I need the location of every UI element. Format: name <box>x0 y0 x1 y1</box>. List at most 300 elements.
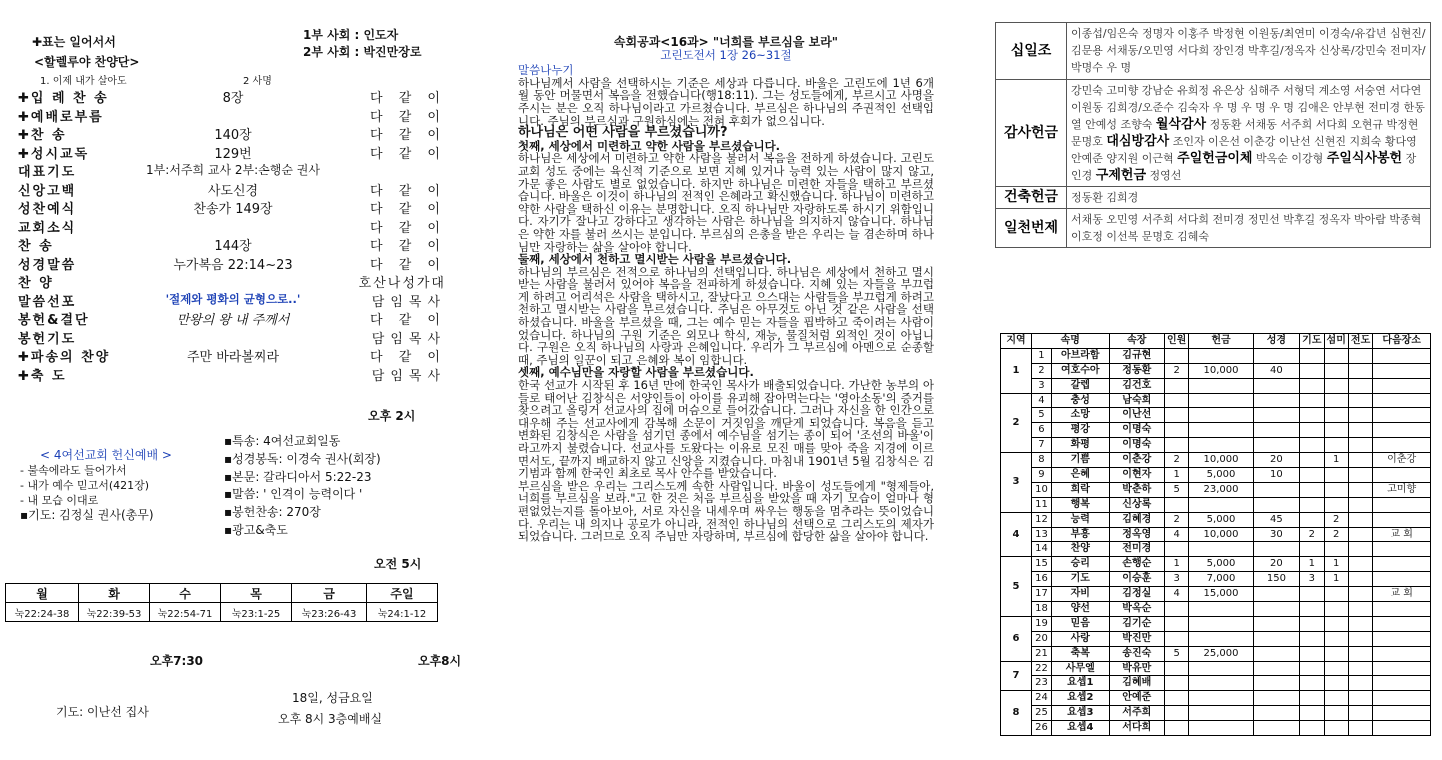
cell-pray <box>1300 706 1324 721</box>
cell-serve <box>1324 378 1348 393</box>
cell-leader: 서주희 <box>1109 706 1164 721</box>
order-item-detail: 찬송가 149장 <box>193 202 273 217</box>
order-item-leader: 담임목사 <box>371 368 446 384</box>
cell-money <box>1189 542 1253 557</box>
cell-leader: 신상록 <box>1109 497 1164 512</box>
cell-evan <box>1348 631 1372 646</box>
cell-leader: 김규현 <box>1109 348 1164 363</box>
special-item: ▪성경봉독: 이경숙 권사(회장) <box>224 451 381 466</box>
cell-pray <box>1300 602 1324 617</box>
order-item-label: 봉헌&결단 <box>18 313 90 328</box>
column-header: 인원 <box>1164 334 1188 349</box>
cell-pray <box>1300 691 1324 706</box>
cell-bible <box>1253 482 1300 497</box>
cell-cnt: 4 <box>1164 587 1188 602</box>
order-item-label: ✚입 례 찬 송 <box>18 91 109 106</box>
cell-no: 11 <box>1032 497 1052 512</box>
cell-next <box>1373 572 1431 587</box>
cell-name: 요셉3 <box>1051 706 1109 721</box>
cell-serve <box>1324 661 1348 676</box>
cell-cnt <box>1164 721 1188 736</box>
cell-pray <box>1300 542 1324 557</box>
cell-name: 축복 <box>1051 646 1109 661</box>
table-row <box>1001 348 1431 363</box>
order-row <box>18 328 448 347</box>
am5-label: 오전 5시 <box>374 557 422 571</box>
cell-next: 이춘강 <box>1373 453 1431 468</box>
reading-cell: 눅22:39-53 <box>79 603 150 622</box>
cell-serve <box>1324 721 1348 736</box>
cell-no: 4 <box>1032 393 1052 408</box>
cell-evan <box>1348 497 1372 512</box>
reading-cell: 눅23:1-25 <box>221 603 292 622</box>
cell-evan <box>1348 661 1372 676</box>
cell-pray <box>1300 631 1324 646</box>
cell-no: 1 <box>1032 348 1052 363</box>
column-header: 속명 <box>1032 334 1110 349</box>
order-row <box>18 309 448 328</box>
cell-cnt <box>1164 661 1188 676</box>
cell-name: 사랑 <box>1051 631 1109 646</box>
weekly-reading-table <box>5 583 438 622</box>
order-row <box>18 87 448 106</box>
offering-subcategory: 대심방감사 <box>1106 134 1170 149</box>
cell-serve <box>1324 497 1348 512</box>
order-item-leader: 담임목사 <box>371 294 446 310</box>
order-row <box>18 217 448 236</box>
special-list <box>224 433 381 540</box>
order-item-detail: 140장 <box>214 128 252 143</box>
cell-name: 행복 <box>1051 497 1109 512</box>
order-item-label: ✚예배로부름 <box>18 109 104 125</box>
cell-money <box>1189 721 1253 736</box>
cell-no: 21 <box>1032 646 1052 661</box>
table-row <box>1001 572 1431 587</box>
cell-leader: 이춘강 <box>1109 453 1164 468</box>
table-row <box>1001 676 1431 691</box>
cell-name: 여호수아 <box>1051 363 1109 378</box>
offering-names-thanks <box>1067 80 1431 187</box>
cell-next <box>1373 616 1431 631</box>
offering-names: 정영선 <box>1149 169 1182 182</box>
table-row <box>1001 721 1431 736</box>
cell-serve <box>1324 691 1348 706</box>
cell-next <box>1373 721 1431 736</box>
reading-cell: 눅24:1-12 <box>367 603 438 622</box>
order-row <box>18 365 448 384</box>
cell-name: 소망 <box>1051 408 1109 423</box>
cell-evan <box>1348 453 1372 468</box>
cell-bible <box>1253 661 1300 676</box>
cell-cnt <box>1164 691 1188 706</box>
bottom-prayer: 기도: 이난선 집사 <box>56 705 149 719</box>
paragraph: 부르심을 받은 우리는 그리스도께 속한 사람입니다. 바울이 성도들에게 "형제들아, 너희를 부르심을 보라."고 한 것은 처음 부르심을 받았을 때 자기 모습이 얼마나 형편없었는지를 돌아보아, 서로 자신을 내세우며 싸우는 행동을 멈추라는 뜻이었습니다. 우리는 내 의지나 공로가 아니라, 전적인 하나님의 선택으로 그리스도의 제자가 되었습니다. 그러므로 오직 주님만 자랑하며, 부르심에 합당한 삶을 살아야 합니다. <box>518 478 934 544</box>
intro-label: 말씀나누기 <box>518 63 574 78</box>
cell-no: 5 <box>1032 408 1052 423</box>
host-second: 2부 사회 : 박진만장로 <box>303 45 422 59</box>
area-cell: 1 <box>1001 348 1032 393</box>
cell-evan <box>1348 348 1372 363</box>
cell-bible: 20 <box>1253 453 1300 468</box>
cell-serve <box>1324 616 1348 631</box>
cell-bible <box>1253 646 1300 661</box>
cell-leader: 김기순 <box>1109 616 1164 631</box>
worship-order <box>18 87 448 383</box>
order-row <box>18 106 448 125</box>
song-line-label: 1. 이제 내가 살아도 <box>40 76 127 87</box>
cell-evan <box>1348 676 1372 691</box>
day-header: 목 <box>221 584 292 603</box>
cell-evan <box>1348 423 1372 438</box>
table-row <box>1001 438 1431 453</box>
offering-row <box>996 80 1431 187</box>
pm730-label: 오후7:30 <box>150 654 204 668</box>
cell-pray <box>1300 423 1324 438</box>
cell-cnt <box>1164 348 1188 363</box>
cell-serve <box>1324 363 1348 378</box>
offering-row <box>996 209 1431 248</box>
cell-cnt <box>1164 378 1188 393</box>
cell-serve <box>1324 468 1348 483</box>
cell-pray <box>1300 453 1324 468</box>
cell-no: 6 <box>1032 423 1052 438</box>
cell-no: 13 <box>1032 527 1052 542</box>
cell-bible <box>1253 438 1300 453</box>
cell-name: 양선 <box>1051 602 1109 617</box>
cell-next: 교 회 <box>1373 587 1431 602</box>
cell-next: 교 회 <box>1373 527 1431 542</box>
cell-serve <box>1324 438 1348 453</box>
area-cell: 7 <box>1001 661 1032 691</box>
cell-serve <box>1324 602 1348 617</box>
cell-cnt <box>1164 393 1188 408</box>
cell-leader: 이승훈 <box>1109 572 1164 587</box>
cell-pray <box>1300 468 1324 483</box>
day-header: 금 <box>292 584 367 603</box>
table-row <box>1001 706 1431 721</box>
cell-serve <box>1324 408 1348 423</box>
special-item: ▪광고&축도 <box>224 522 288 537</box>
column-header: 지역 <box>1001 334 1032 349</box>
cell-name: 찬양 <box>1051 542 1109 557</box>
cell-money <box>1189 616 1253 631</box>
service-line-1: 18일, 성금요일 <box>292 691 373 705</box>
area-cell: 6 <box>1001 616 1032 661</box>
cell-leader: 김정실 <box>1109 587 1164 602</box>
cell-evan <box>1348 408 1372 423</box>
cell-no: 9 <box>1032 468 1052 483</box>
day-header: 주일 <box>367 584 438 603</box>
order-row <box>18 235 448 254</box>
cell-bible <box>1253 348 1300 363</box>
cell-pray <box>1300 676 1324 691</box>
column-header: 성경 <box>1253 334 1300 349</box>
offering-subcategory: 주일식사봉헌 <box>1326 151 1403 166</box>
table-header-row <box>1001 334 1431 349</box>
table-row <box>1001 408 1431 423</box>
cell-money: 23,000 <box>1189 482 1253 497</box>
cell-pray <box>1300 482 1324 497</box>
order-item-label: 찬 양 <box>18 276 54 291</box>
cell-evan <box>1348 572 1372 587</box>
cell-money <box>1189 438 1253 453</box>
order-item-leader: 다 같 이 <box>370 220 446 236</box>
cell-no: 3 <box>1032 378 1052 393</box>
lesson-article <box>518 36 934 543</box>
order-item-label: ✚파송의 찬양 <box>18 350 111 365</box>
paragraph: 하나님께서 사람을 선택하시는 기준은 세상과 다릅니다. 바울은 고린도에 1년 6개월 동안 머물면서 복음을 전했습니다(행18:11). 그는 성도들에게, 부르시고 사명을 주시는 분은 오직 하나님이라고 가르쳤습니다. 부르심은 하나님의 주권적인 선택입니다. 주님의 부르심과 구원하심에는 전혀 후회가 없으십니다. <box>518 75 934 128</box>
table-row <box>1001 616 1431 631</box>
cell-name: 부흥 <box>1051 527 1109 542</box>
cell-money <box>1189 393 1253 408</box>
cell-evan <box>1348 557 1372 572</box>
cell-next <box>1373 542 1431 557</box>
order-row <box>18 180 448 199</box>
cell-leader: 이명숙 <box>1109 423 1164 438</box>
class-report-table <box>1000 333 1431 736</box>
cell-next <box>1373 423 1431 438</box>
cell-money <box>1189 691 1253 706</box>
order-item-label: 신앙고백 <box>18 183 77 199</box>
cell-cnt <box>1164 438 1188 453</box>
cell-pray: 2 <box>1300 527 1324 542</box>
cell-bible: 10 <box>1253 468 1300 483</box>
cell-pray: 1 <box>1300 557 1324 572</box>
cell-serve <box>1324 348 1348 363</box>
table-row <box>1001 602 1431 617</box>
cell-leader: 박옥순 <box>1109 602 1164 617</box>
offering-row <box>996 23 1431 80</box>
cell-serve <box>1324 393 1348 408</box>
cell-bible: 40 <box>1253 363 1300 378</box>
cell-bible <box>1253 587 1300 602</box>
cell-pray <box>1300 378 1324 393</box>
order-item-leader: 다 같 이 <box>370 202 446 217</box>
offering-subcategory: 월삭감사 <box>1155 117 1207 132</box>
lesson-title: 속회공과<16과> "너희를 부르심을 보라" <box>613 35 839 49</box>
dedication-song: - 내가 예수 믿고서(421장) <box>20 479 150 492</box>
offering-names: 이종섭/임은숙 정명자 이홍주 박정현 이원동/최연미 이경숙/유갑년 심현진/김문용 서채동/오민영 서다희 장인경 박후길/정옥자 신상록/강민숙 전미자/박명수 우 명 <box>1067 23 1431 80</box>
table-row <box>1001 482 1431 497</box>
offering-names: 서채동 오민영 서주희 서다희 전미경 정민선 박후길 정옥자 박아람 박종혁 이호정 이선복 문명호 김혜숙 <box>1067 209 1431 248</box>
area-cell: 5 <box>1001 557 1032 617</box>
cell-leader: 남숙희 <box>1109 393 1164 408</box>
cell-money: 10,000 <box>1189 453 1253 468</box>
table-row <box>1001 691 1431 706</box>
pm8-label: 오후8시 <box>418 654 462 668</box>
cell-bible: 20 <box>1253 557 1300 572</box>
order-item-leader: 다 같 이 <box>370 257 446 273</box>
table-row <box>1001 557 1431 572</box>
table-row <box>1001 587 1431 602</box>
paragraph: 하나님의 부르심은 전적으로 하나님의 선택입니다. 하나님은 세상에서 천하고 멸시받는 사람을 불러서 있어야 복음을 전파하게 하셨습니다. 지혜 있는 자들을 부끄럽게 하려고 어리석은 사람을 택하시고, 잘났다고 으스대는 사람들을 부끄럽게 하려고 천하고 멸시받는 사람을 부르셨습니다. 주님은 아무것도 아닌 것 같은 사람을 선택하셨습니다. 바울을 부르셨을 때, 그는 예수 믿는 자들을 핍박하고 죽이려는 사람이었습니다. 하나님의 구원 기준은 외모나 학식, 재능, 물질처럼 외적인 것이 아닙니다. 구원은 오직 하나님의 사랑과 은혜입니다. 우리가 그 부르심에 아멘으로 순종할 때, 주님의 일꾼이 되고 은혜와 복이 임합니다. <box>518 264 934 367</box>
order-row <box>18 291 448 310</box>
cell-leader: 박유만 <box>1109 661 1164 676</box>
offering-category: 일천번제 <box>996 209 1067 248</box>
cell-serve <box>1324 676 1348 691</box>
cell-leader: 이현자 <box>1109 468 1164 483</box>
cell-cnt: 2 <box>1164 512 1188 527</box>
cell-cnt: 3 <box>1164 572 1188 587</box>
cell-money <box>1189 348 1253 363</box>
table-row <box>1001 512 1431 527</box>
cell-bible <box>1253 691 1300 706</box>
order-item-label: 봉헌기도 <box>18 331 77 347</box>
table-row <box>1001 661 1431 676</box>
cell-name: 요셉4 <box>1051 721 1109 736</box>
table-row <box>1001 453 1431 468</box>
cell-cnt: 1 <box>1164 468 1188 483</box>
cell-money <box>1189 378 1253 393</box>
cell-no: 19 <box>1032 616 1052 631</box>
order-row <box>18 124 448 143</box>
cell-leader: 이난선 <box>1109 408 1164 423</box>
cell-next <box>1373 631 1431 646</box>
cell-next <box>1373 348 1431 363</box>
cell-pray <box>1300 646 1324 661</box>
cell-money: 7,000 <box>1189 572 1253 587</box>
cell-name: 희락 <box>1051 482 1109 497</box>
column-header: 다음장소 <box>1373 334 1431 349</box>
cell-cnt <box>1164 631 1188 646</box>
cell-evan <box>1348 527 1372 542</box>
cell-serve: 1 <box>1324 557 1348 572</box>
order-item-detail: 주만 바라볼찌라 <box>186 350 280 365</box>
cell-evan <box>1348 468 1372 483</box>
cell-leader: 김혜경 <box>1109 512 1164 527</box>
order-row <box>18 143 448 162</box>
area-cell: 4 <box>1001 512 1032 557</box>
day-header: 수 <box>150 584 221 603</box>
cell-name: 은혜 <box>1051 468 1109 483</box>
cell-money: 10,000 <box>1189 363 1253 378</box>
cell-cnt: 5 <box>1164 482 1188 497</box>
cell-name: 충성 <box>1051 393 1109 408</box>
order-row <box>18 198 448 217</box>
cell-evan <box>1348 542 1372 557</box>
cell-next <box>1373 691 1431 706</box>
cell-next <box>1373 706 1431 721</box>
cell-leader: 손행순 <box>1109 557 1164 572</box>
cell-money: 5,000 <box>1189 512 1253 527</box>
order-item-label: 찬 송 <box>18 239 54 254</box>
table-row <box>1001 363 1431 378</box>
cell-bible <box>1253 378 1300 393</box>
cell-money <box>1189 497 1253 512</box>
cell-money: 5,000 <box>1189 557 1253 572</box>
order-item-leader: 다 같 이 <box>370 239 446 254</box>
cell-evan <box>1348 706 1372 721</box>
cell-evan <box>1348 482 1372 497</box>
cell-leader: 정옥영 <box>1109 527 1164 542</box>
cell-pray <box>1300 363 1324 378</box>
special-item: ▪본문: 갈라디아서 5:22-23 <box>224 469 372 484</box>
offering-names: 장인경 <box>1071 152 1417 182</box>
cell-pray: 3 <box>1300 572 1324 587</box>
cell-next <box>1373 676 1431 691</box>
cell-no: 7 <box>1032 438 1052 453</box>
table-row <box>1001 646 1431 661</box>
cell-leader: 이명숙 <box>1109 438 1164 453</box>
cell-money: 25,000 <box>1189 646 1253 661</box>
cell-name: 평강 <box>1051 423 1109 438</box>
cell-leader: 송진숙 <box>1109 646 1164 661</box>
order-item-detail: 누가복음 22:14~23 <box>173 257 293 273</box>
offering-names: 강민숙 고미향 강남순 유희정 유은상 심해주 서형덕 계소영 서숭연 서다연 이원동 김희경/오준수 김숙자 우 명 우 명 우 명 김애은 안부현 전미경 한동열 안예성 조향숙 <box>1071 84 1425 131</box>
cell-cnt <box>1164 676 1188 691</box>
cell-name: 아브라함 <box>1051 348 1109 363</box>
cell-bible <box>1253 542 1300 557</box>
cell-cnt <box>1164 706 1188 721</box>
cell-serve <box>1324 482 1348 497</box>
cell-no: 18 <box>1032 602 1052 617</box>
cell-next <box>1373 363 1431 378</box>
cell-cnt: 1 <box>1164 557 1188 572</box>
cell-name: 능력 <box>1051 512 1109 527</box>
paragraph: 한국 선교가 시작된 후 16년 만에 한국인 목사가 배출되었습니다. 가난한 농부의 아들로 태어난 김창식은 서양인들이 아이를 유괴해 잡아먹는다는 '영아소동'의 증거를 찾으려고 올링거 선교사의 집에 머슴으로 들어갔습니다. 그러나 자신을 한 인간으로 대우해 주는 선교사에게 감복해 소문이 거짓임을 깨닫게 되었습니다. 복음을 듣고 변화된 김창식은 사람을 섬기던 종에서 예수님을 섬기는 종이 되어 '조선의 바울'이라고까지 불렸습니다. 선교사를 도왔다는 이유로 모진 매를 맞아 죽을 지경에 이르면서도, 끝까지 배교하지 않고 신앙을 지켰습니다. 마침내 1901년 5월 김창식은 김기범과 함께 한국인 최초로 목사 안수를 받았습니다. <box>518 378 934 481</box>
cell-serve: 2 <box>1324 527 1348 542</box>
cell-serve: 1 <box>1324 453 1348 468</box>
cell-no: 24 <box>1032 691 1052 706</box>
cell-money: 5,000 <box>1189 468 1253 483</box>
cell-name: 사무엘 <box>1051 661 1109 676</box>
cell-no: 8 <box>1032 453 1052 468</box>
order-item-label: 성경말씀 <box>18 257 77 273</box>
cell-bible <box>1253 721 1300 736</box>
cell-cnt: 2 <box>1164 363 1188 378</box>
cell-name: 갈렙 <box>1051 378 1109 393</box>
cell-pray <box>1300 616 1324 631</box>
order-item-label: ✚성시교독 <box>18 146 90 162</box>
order-item-label: ✚축 도 <box>18 368 67 384</box>
cell-evan <box>1348 721 1372 736</box>
cell-cnt: 2 <box>1164 453 1188 468</box>
cell-next <box>1373 468 1431 483</box>
cell-leader: 안예준 <box>1109 691 1164 706</box>
column-header: 헌금 <box>1189 334 1253 349</box>
cell-pray <box>1300 348 1324 363</box>
cell-evan <box>1348 646 1372 661</box>
cell-bible: 45 <box>1253 512 1300 527</box>
cell-evan <box>1348 691 1372 706</box>
stand-note: ✚표는 일어서서 <box>32 35 116 49</box>
area-cell: 3 <box>1001 453 1032 513</box>
table-row <box>1001 542 1431 557</box>
cell-next <box>1373 497 1431 512</box>
cell-no: 17 <box>1032 587 1052 602</box>
cell-bible <box>1253 602 1300 617</box>
cell-bible <box>1253 616 1300 631</box>
offering-category: 감사헌금 <box>996 80 1067 187</box>
order-item-detail: 사도신경 <box>207 183 259 199</box>
cell-serve <box>1324 542 1348 557</box>
cell-money <box>1189 661 1253 676</box>
cell-no: 23 <box>1032 676 1052 691</box>
cell-pray <box>1300 587 1324 602</box>
cell-next <box>1373 408 1431 423</box>
cell-pray <box>1300 497 1324 512</box>
cell-cnt <box>1164 542 1188 557</box>
cell-bible: 150 <box>1253 572 1300 587</box>
order-item-detail: 144장 <box>214 239 252 254</box>
cell-leader: 김혜배 <box>1109 676 1164 691</box>
cell-evan <box>1348 393 1372 408</box>
cell-name: 기쁨 <box>1051 453 1109 468</box>
section-heading: 하나님은 어떤 사람을 부르셨습니까? <box>518 125 728 141</box>
order-item-label: 말씀선포 <box>18 294 77 310</box>
cell-pray <box>1300 408 1324 423</box>
order-item-detail: 만왕의 왕 내 주께서 <box>176 313 290 328</box>
